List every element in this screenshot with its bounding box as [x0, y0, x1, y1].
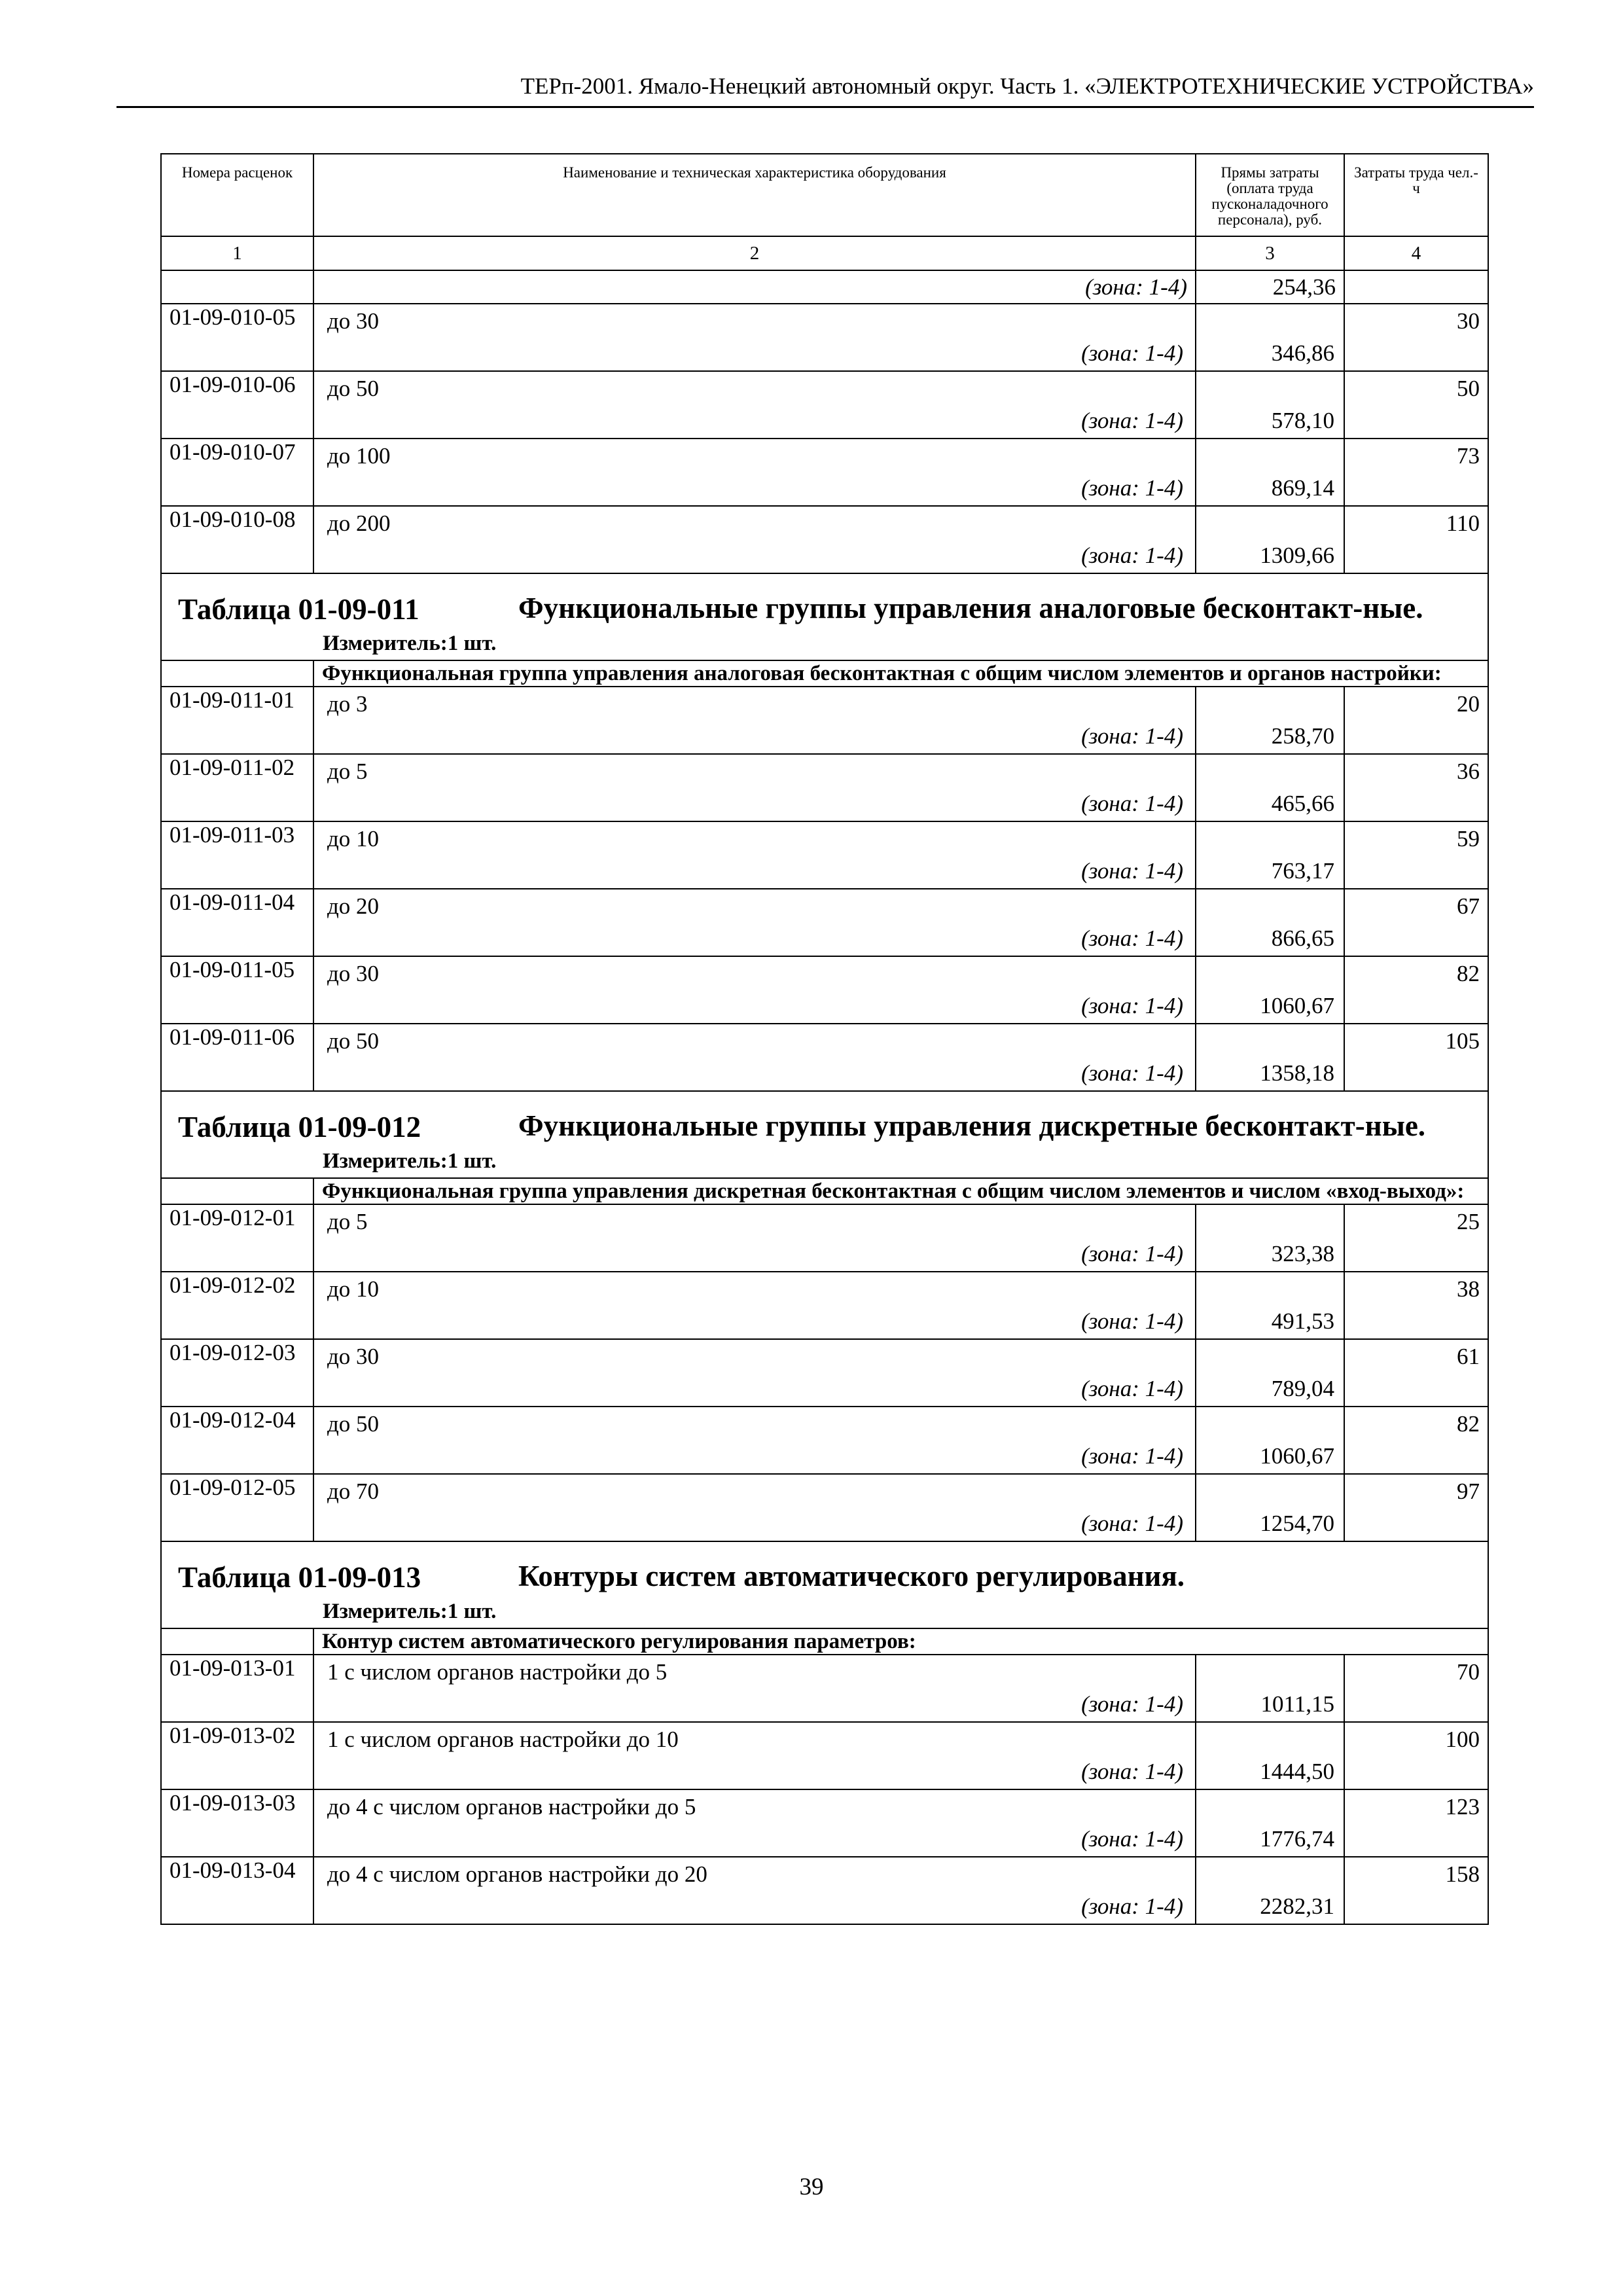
rate-description — [313, 889, 1196, 956]
group-row — [161, 660, 1488, 687]
rate-price-cell — [1196, 371, 1344, 439]
rate-row — [161, 1204, 1488, 1272]
rate-row — [161, 687, 1488, 754]
price-value: 465,66 — [1271, 791, 1334, 816]
rate-row — [161, 304, 1488, 371]
rate-name: до 3 — [327, 691, 368, 717]
labor-hours: 36 — [1344, 754, 1488, 821]
price-value: 789,04 — [1271, 1376, 1334, 1401]
rate-row — [161, 821, 1488, 889]
price-value: 1254,70 — [1260, 1511, 1334, 1536]
group-row — [161, 1178, 1488, 1204]
zone-label: (зона: 1-4) — [1081, 1241, 1183, 1266]
zone-label: (зона: 1-4) — [1081, 993, 1183, 1018]
labor-hours: 158 — [1344, 1857, 1488, 1924]
rate-code: 01-09-011-06 — [161, 1024, 313, 1091]
continuation-desc — [313, 270, 1196, 304]
column-number-3: 3 — [1196, 236, 1344, 270]
zone-label: (зона: 1-4) — [1081, 543, 1183, 568]
rate-code: 01-09-013-03 — [161, 1789, 313, 1857]
zone-label: (зона: 1-4) — [1081, 1893, 1183, 1919]
rate-description — [313, 1272, 1196, 1339]
price-value: 323,38 — [1271, 1241, 1334, 1266]
rate-code: 01-09-013-01 — [161, 1655, 313, 1722]
rate-price-cell — [1196, 439, 1344, 506]
rate-description — [313, 1407, 1196, 1474]
rate-row — [161, 506, 1488, 573]
rate-description — [313, 754, 1196, 821]
table-label: Таблица 01-09-012 — [178, 1111, 421, 1143]
rate-code: 01-09-012-04 — [161, 1407, 313, 1474]
rate-price-cell — [1196, 687, 1344, 754]
rate-description — [313, 1789, 1196, 1857]
rate-description — [313, 1857, 1196, 1924]
table-title-block — [169, 1542, 1480, 1628]
labor-hours: 61 — [1344, 1339, 1488, 1407]
labor-hours: 25 — [1344, 1204, 1488, 1272]
rate-name: до 4 с числом органов настройки до 20 — [327, 1861, 707, 1887]
group-code-cell — [161, 1628, 313, 1655]
price-value: 866,65 — [1271, 925, 1334, 951]
rate-row — [161, 1722, 1488, 1789]
rate-price-cell — [1196, 1655, 1344, 1722]
rate-price-cell — [1196, 1024, 1344, 1091]
rate-name: до 20 — [327, 893, 380, 919]
zone-label: (зона: 1-4) — [1081, 1511, 1183, 1536]
table-title-row — [161, 573, 1488, 660]
table-label: Таблица 01-09-011 — [178, 593, 419, 626]
column-header-row — [161, 154, 1488, 236]
rate-description — [313, 371, 1196, 439]
rate-description — [313, 821, 1196, 889]
rate-code: 01-09-011-03 — [161, 821, 313, 889]
rate-row — [161, 1474, 1488, 1541]
labor-hours: 110 — [1344, 506, 1488, 573]
rate-name: до 50 — [327, 1028, 380, 1054]
rate-code: 01-09-012-05 — [161, 1474, 313, 1541]
rate-name: до 5 — [327, 759, 368, 784]
rate-code: 01-09-011-02 — [161, 754, 313, 821]
rate-price-cell — [1196, 1474, 1344, 1541]
price-value: 1776,74 — [1260, 1826, 1334, 1852]
rate-code: 01-09-011-01 — [161, 687, 313, 754]
continuation-price-cell — [1196, 270, 1344, 304]
column-number-2: 2 — [313, 236, 1196, 270]
column-header-direct-costs: Прямы затраты (оплата труда пусконаладочного персонала), руб. — [1196, 154, 1344, 236]
rate-name: до 100 — [327, 443, 391, 469]
rate-row — [161, 754, 1488, 821]
rate-description — [313, 1474, 1196, 1541]
measure-unit: Измеритель:1 шт. — [323, 632, 497, 655]
rate-row — [161, 889, 1488, 956]
rate-name: до 4 с числом органов настройки до 5 — [327, 1794, 696, 1820]
rate-code: 01-09-010-06 — [161, 371, 313, 439]
rate-description — [313, 506, 1196, 573]
rate-price-cell — [1196, 1857, 1344, 1924]
rate-name: 1 с числом органов настройки до 10 — [327, 1727, 679, 1752]
price-value: 491,53 — [1271, 1308, 1334, 1334]
rate-description — [313, 439, 1196, 506]
rate-price-cell — [1196, 506, 1344, 573]
group-row — [161, 1628, 1488, 1655]
rate-name: до 5 — [327, 1209, 368, 1234]
column-number-1: 1 — [161, 236, 313, 270]
price-value: 2282,31 — [1260, 1893, 1334, 1919]
rate-row — [161, 439, 1488, 506]
rate-name: до 10 — [327, 826, 380, 852]
rate-code: 01-09-013-04 — [161, 1857, 313, 1924]
continuation-code — [161, 270, 313, 304]
rate-code: 01-09-010-08 — [161, 506, 313, 573]
price-value: 346,86 — [1271, 340, 1334, 366]
rate-price-cell — [1196, 754, 1344, 821]
table-title: Функциональные группы управления аналоговые бесконтакт-ные. — [518, 592, 1423, 624]
zone-label: (зона: 1-4) — [1081, 475, 1183, 501]
rate-name: до 50 — [327, 1411, 380, 1437]
rate-description — [313, 1339, 1196, 1407]
table-title-cell — [161, 1091, 1488, 1178]
rate-name: до 70 — [327, 1479, 380, 1504]
rate-name: 1 с числом органов настройки до 5 — [327, 1659, 668, 1685]
zone-label: (зона: 1-4) — [1081, 340, 1183, 366]
rate-description — [313, 687, 1196, 754]
zone-label: (зона: 1-4) — [1081, 408, 1183, 433]
measure-unit: Измеритель:1 шт. — [323, 1149, 497, 1173]
rate-row — [161, 1024, 1488, 1091]
table-title-block — [169, 1092, 1480, 1177]
zone-label: (зона: 1-4) — [1081, 925, 1183, 951]
rate-code: 01-09-012-01 — [161, 1204, 313, 1272]
labor-hours: 105 — [1344, 1024, 1488, 1091]
rate-price-cell — [1196, 1407, 1344, 1474]
rate-price-cell — [1196, 1722, 1344, 1789]
rate-code: 01-09-012-03 — [161, 1339, 313, 1407]
rate-row — [161, 1789, 1488, 1857]
rate-description — [313, 1024, 1196, 1091]
price-value: 258,70 — [1271, 723, 1334, 749]
rate-code: 01-09-011-05 — [161, 956, 313, 1024]
rate-name: до 30 — [327, 961, 380, 986]
rate-description — [313, 1204, 1196, 1272]
rate-name: до 10 — [327, 1276, 380, 1302]
price-value: 578,10 — [1271, 408, 1334, 433]
price-value: 1060,67 — [1260, 993, 1334, 1018]
price-value: 869,14 — [1271, 475, 1334, 501]
zone-label: (зона: 1-4) — [1081, 1759, 1183, 1784]
zone-label: (зона: 1-4) — [1081, 1376, 1183, 1401]
price-value: 1309,66 — [1260, 543, 1334, 568]
rate-code: 01-09-011-04 — [161, 889, 313, 956]
column-header-name: Наименование и техническая характеристика оборудования — [313, 154, 1196, 236]
rate-price-cell — [1196, 1204, 1344, 1272]
zone-label: (зона: 1-4) — [1081, 723, 1183, 749]
rate-name: до 50 — [327, 376, 380, 401]
zone-label: (зона: 1-4) — [1081, 791, 1183, 816]
group-code-cell — [161, 660, 313, 687]
price-value: 1011,15 — [1260, 1691, 1334, 1717]
price-value: 254,36 — [1272, 274, 1336, 300]
table-title: Функциональные группы управления дискретные бесконтакт-ные. — [518, 1109, 1426, 1142]
labor-hours: 59 — [1344, 821, 1488, 889]
group-description: Контур систем автоматического регулирования параметров: — [313, 1628, 1488, 1655]
table-label: Таблица 01-09-013 — [178, 1561, 421, 1594]
rate-row — [161, 371, 1488, 439]
rate-row — [161, 1655, 1488, 1722]
rate-name: до 200 — [327, 511, 391, 536]
rate-row — [161, 1339, 1488, 1407]
rate-price-cell — [1196, 956, 1344, 1024]
rate-price-cell — [1196, 821, 1344, 889]
rates-table-body — [161, 154, 1488, 1924]
table-title-row — [161, 1541, 1488, 1628]
rate-code: 01-09-010-05 — [161, 304, 313, 371]
rate-price-cell — [1196, 1339, 1344, 1407]
labor-hours: 97 — [1344, 1474, 1488, 1541]
continuation-hours — [1344, 270, 1488, 304]
table-title: Контуры систем автоматического регулирования. — [518, 1560, 1185, 1592]
running-header: ТЕРп-2001. Ямало-Ненецкий автономный округ. Часть 1. «ЭЛЕКТРОТЕХНИЧЕСКИЕ УСТРОЙСТВА» — [520, 73, 1534, 99]
rate-row — [161, 1407, 1488, 1474]
table-title-cell — [161, 573, 1488, 660]
labor-hours: 82 — [1344, 1407, 1488, 1474]
header-rule — [116, 106, 1534, 108]
continuation-row — [161, 270, 1488, 304]
column-number-4: 4 — [1344, 236, 1488, 270]
zone-label: (зона: 1-4) — [1081, 858, 1183, 884]
zone-label: (зона: 1-4) — [1081, 1691, 1183, 1717]
labor-hours: 50 — [1344, 371, 1488, 439]
rate-price-cell — [1196, 304, 1344, 371]
labor-hours: 100 — [1344, 1722, 1488, 1789]
labor-hours: 20 — [1344, 687, 1488, 754]
rate-description — [313, 304, 1196, 371]
column-header-labor: Затраты труда чел.-ч — [1344, 154, 1488, 236]
rate-row — [161, 956, 1488, 1024]
rate-price-cell — [1196, 889, 1344, 956]
price-value: 1358,18 — [1260, 1060, 1334, 1086]
labor-hours: 30 — [1344, 304, 1488, 371]
group-description: Функциональная группа управления аналоговая бесконтактная с общим числом элементов и органов настройки: — [313, 660, 1488, 687]
rate-code: 01-09-013-02 — [161, 1722, 313, 1789]
labor-hours: 73 — [1344, 439, 1488, 506]
zone-label: (зона: 1-4) — [1085, 274, 1187, 300]
price-value: 763,17 — [1271, 858, 1334, 884]
zone-label: (зона: 1-4) — [1081, 1826, 1183, 1852]
table-title-row — [161, 1091, 1488, 1178]
price-value: 1444,50 — [1260, 1759, 1334, 1784]
table-title-cell — [161, 1541, 1488, 1628]
rate-description — [313, 956, 1196, 1024]
group-description: Функциональная группа управления дискретная бесконтактная с общим числом элементов и числом «вход-выход»: — [313, 1178, 1488, 1204]
rate-name: до 30 — [327, 308, 380, 334]
page-number: 39 — [799, 2174, 824, 2200]
measure-unit: Измеритель:1 шт. — [323, 1600, 497, 1623]
rate-price-cell — [1196, 1272, 1344, 1339]
rate-row — [161, 1857, 1488, 1924]
column-header-codes: Номера расценок — [161, 154, 313, 236]
rate-name: до 30 — [327, 1344, 380, 1369]
labor-hours: 82 — [1344, 956, 1488, 1024]
column-number-row — [161, 236, 1488, 270]
rate-description — [313, 1655, 1196, 1722]
labor-hours: 123 — [1344, 1789, 1488, 1857]
labor-hours: 70 — [1344, 1655, 1488, 1722]
rate-code: 01-09-012-02 — [161, 1272, 313, 1339]
labor-hours: 38 — [1344, 1272, 1488, 1339]
rate-description — [313, 1722, 1196, 1789]
labor-hours: 67 — [1344, 889, 1488, 956]
zone-label: (зона: 1-4) — [1081, 1443, 1183, 1469]
zone-label: (зона: 1-4) — [1081, 1308, 1183, 1334]
table-title-block — [169, 574, 1480, 660]
group-code-cell — [161, 1178, 313, 1204]
rate-row — [161, 1272, 1488, 1339]
rates-table — [160, 153, 1489, 1925]
rate-price-cell — [1196, 1789, 1344, 1857]
price-value: 1060,67 — [1260, 1443, 1334, 1469]
zone-label: (зона: 1-4) — [1081, 1060, 1183, 1086]
rate-code: 01-09-010-07 — [161, 439, 313, 506]
